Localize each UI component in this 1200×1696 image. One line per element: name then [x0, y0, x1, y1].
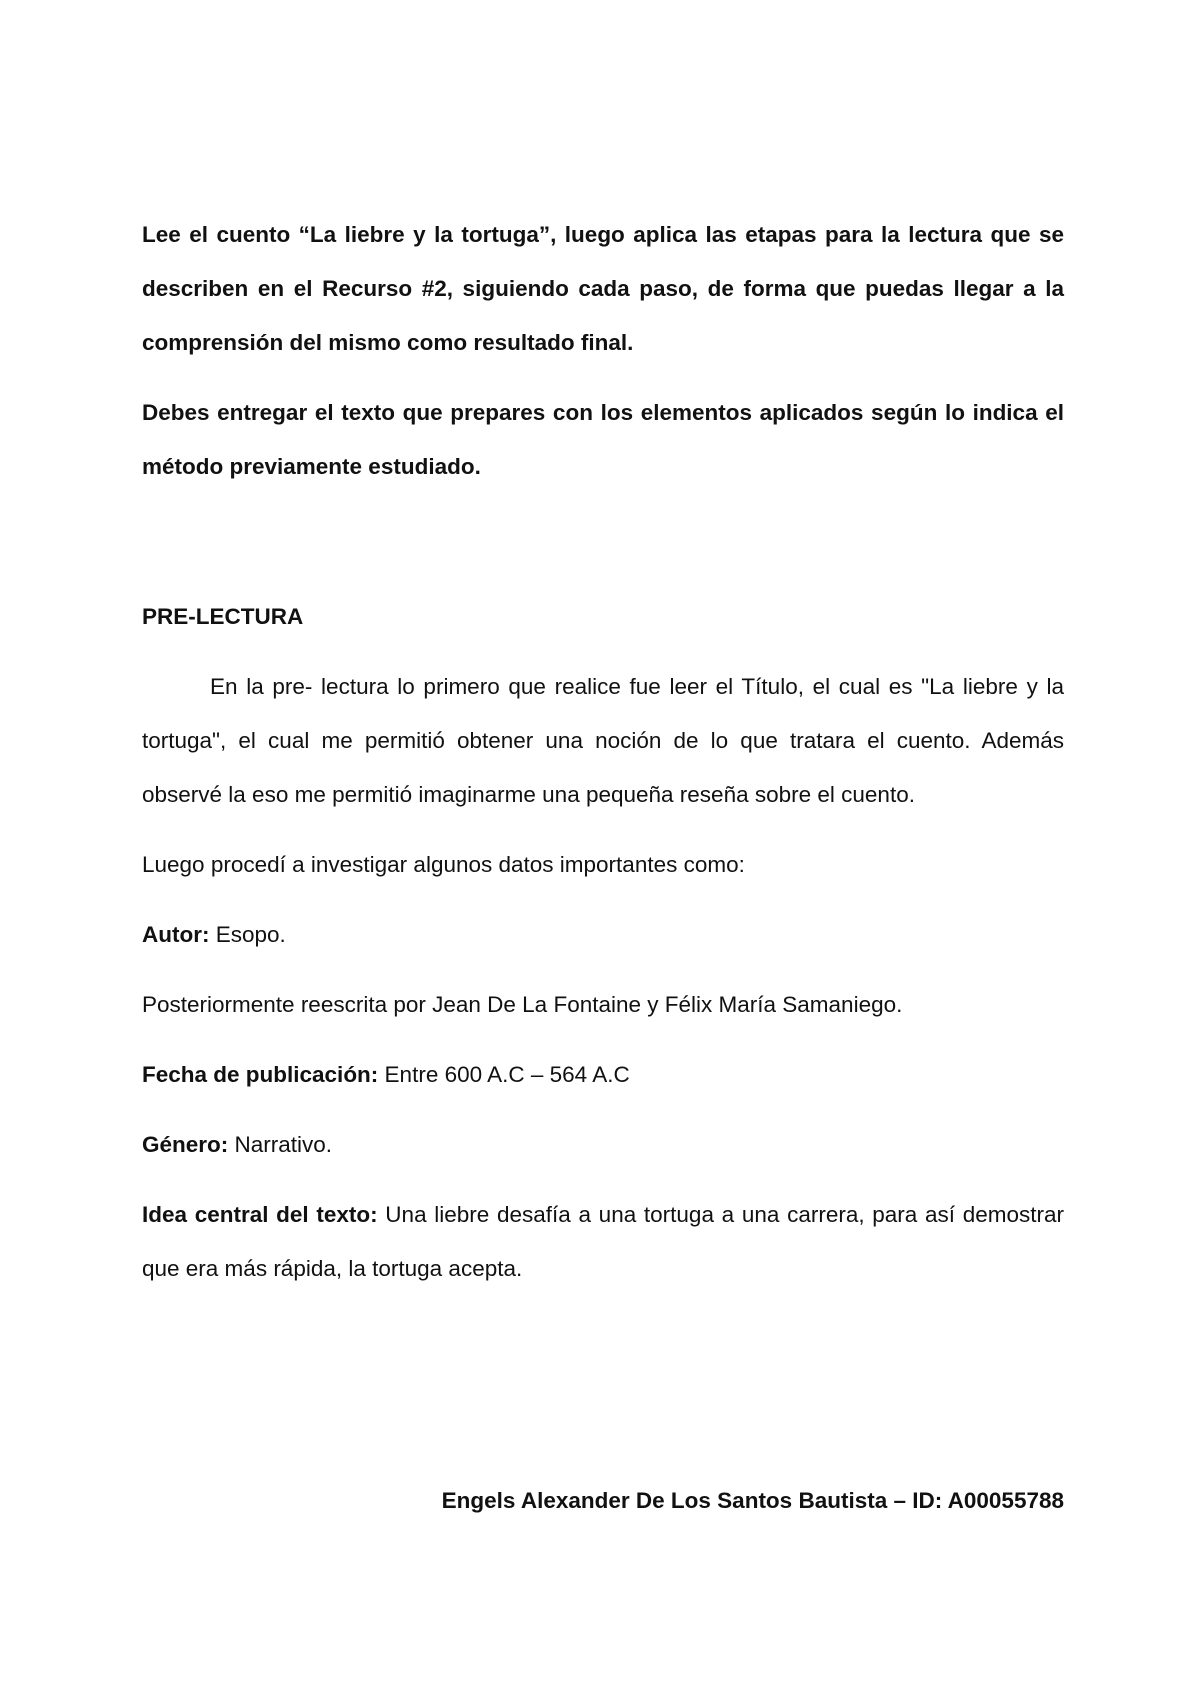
author-value: Esopo. — [209, 922, 286, 947]
instructions-paragraph-2: Debes entregar el texto que prepares con los elementos aplicados según lo indica el método previamente estudiado. — [142, 400, 1064, 479]
central-idea-line — [142, 1188, 1064, 1296]
author-signature: Engels Alexander De Los Santos Bautista – ID: A00055788 — [441, 1488, 1064, 1513]
author-line — [142, 908, 1064, 962]
genre-line — [142, 1118, 1064, 1172]
pre-reading-intro: En la pre- lectura lo primero que realice fue leer el Título, el cual es "La liebre y la tortuga", el cual me permitió obtener una noción de lo que tratara el cuento. Además observé la eso me permitió imaginarme una pequeña reseña sobre el cuento. — [142, 674, 1064, 807]
central-idea-label: Idea central del texto: — [142, 1202, 378, 1227]
instructions-paragraph-1: Lee el cuento “La liebre y la tortuga”, luego aplica las etapas para la lectura que se describen en el Recurso #2, siguiendo cada paso, de forma que puedas llegar a la comprensión del mismo como resultado final. — [142, 222, 1064, 355]
genre-value: Narrativo. — [228, 1132, 333, 1157]
author-label: Autor: — [142, 922, 210, 947]
central-idea-value: Una liebre desafía a una tortuga a una carrera, para así demostrar que era más rápida, la tortuga acepta. — [142, 1202, 1064, 1281]
genre-label: Género: — [142, 1132, 229, 1157]
publication-date-label: Fecha de publicación: — [142, 1062, 379, 1087]
pre-reading-lead: Luego procedí a investigar algunos datos importantes como: — [142, 852, 745, 877]
document-body — [142, 208, 1064, 1296]
rewritten-line: Posteriormente reescrita por Jean De La Fontaine y Félix María Samaniego. — [142, 992, 903, 1017]
publication-date-line — [142, 1048, 1064, 1102]
section-heading: PRE-LECTURA — [142, 604, 304, 629]
publication-date-value: Entre 600 A.C – 564 A.C — [378, 1062, 630, 1087]
